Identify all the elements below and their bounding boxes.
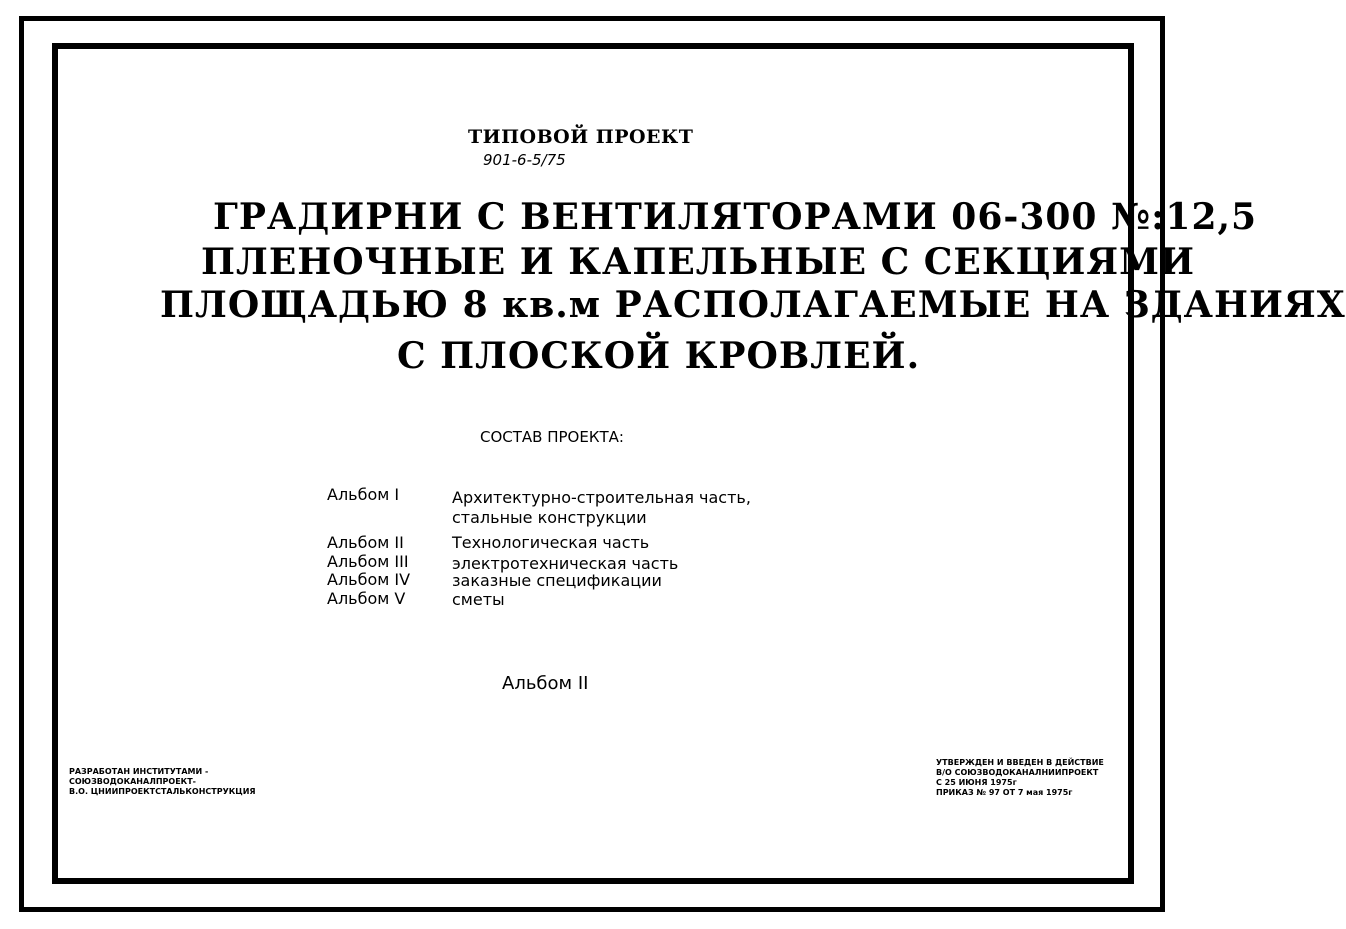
album-description: заказные спецификации <box>452 571 662 590</box>
album-name: Альбом III <box>327 552 409 571</box>
developer-note-line: В.О. ЦНИИПРОЕКТСТАЛЬКОНСТРУКЦИЯ <box>69 787 256 796</box>
title-line-2: ПЛЕНОЧНЫЕ И КАПЕЛЬНЫЕ С СЕКЦИЯМИ <box>201 241 1196 283</box>
title-line-4: С ПЛОСКОЙ КРОВЛЕЙ. <box>397 335 921 377</box>
album-name: Альбом I <box>327 485 400 504</box>
developer-note <box>69 767 256 797</box>
developer-note-line: РАЗРАБОТАН ИНСТИТУТАМИ - <box>69 767 209 776</box>
approval-note <box>936 758 1104 798</box>
album-description: электротехническая часть <box>452 554 679 573</box>
album-description: Технологическая часть <box>452 533 650 552</box>
approval-note-line: ПРИКАЗ № 97 ОТ 7 мая 1975г <box>936 788 1073 797</box>
album-description-cont: стальные конструкции <box>452 508 647 527</box>
title-line-3: ПЛОЩАДЬЮ 8 кв.м РАСПОЛАГАЕМЫЕ НА ЗДАНИЯХ <box>160 284 1346 326</box>
album-description: сметы <box>452 590 505 609</box>
album-name: Альбом IV <box>327 570 411 589</box>
album-name: Альбом II <box>327 533 404 552</box>
approval-note-line: В/О СОЮЗВОДОКАНАЛНИИПРОЕКТ <box>936 768 1099 777</box>
approval-note-line: С 25 ИЮНЯ 1975г <box>936 778 1017 787</box>
album-name: Альбом V <box>327 589 406 608</box>
current-album: Альбом II <box>502 673 589 694</box>
album-description: Архитектурно-строительная часть, <box>452 488 751 507</box>
title-line-1: ГРАДИРНИ С ВЕНТИЛЯТОРАМИ 06-300 №:12,5 <box>213 196 1258 238</box>
project-number: 901-6-5/75 <box>483 151 566 169</box>
developer-note-line: СОЮЗВОДОКАНАЛПРОЕКТ- <box>69 777 196 786</box>
approval-note-line: УТВЕРЖДЕН И ВВЕДЕН В ДЕЙСТВИЕ <box>936 758 1104 767</box>
project-label: ТИПОВОЙ ПРОЕКТ <box>468 126 694 148</box>
contents-heading: СОСТАВ ПРОЕКТА: <box>480 428 624 446</box>
